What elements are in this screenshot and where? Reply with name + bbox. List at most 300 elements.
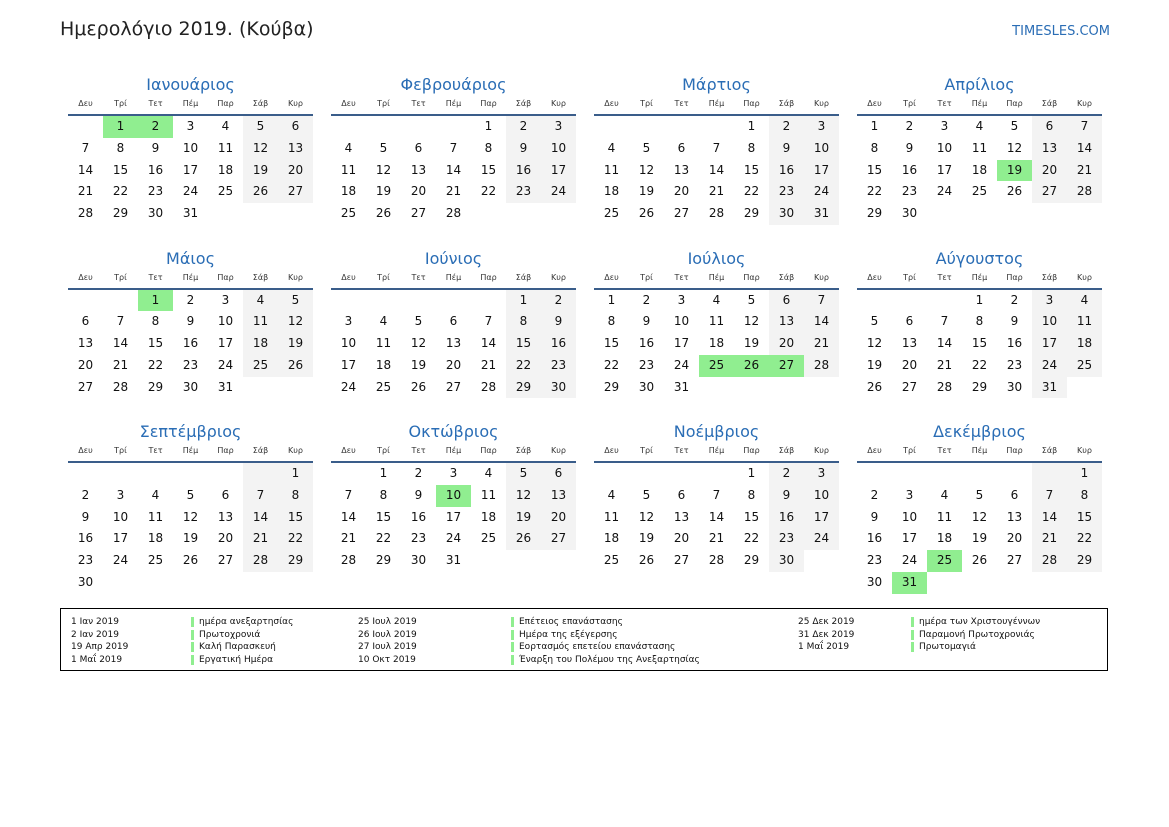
- empty-day-cell: [243, 463, 278, 485]
- day-cell: 8: [151, 314, 160, 329]
- day-cell: 10: [182, 140, 199, 155]
- legend-row: [511, 629, 700, 642]
- month-name: Οκτώβριος: [408, 422, 499, 441]
- day-cell: 31: [217, 379, 234, 394]
- day-cell: 17: [1032, 333, 1067, 355]
- day-cell: 10: [112, 509, 129, 524]
- day-cell: 6: [1032, 116, 1067, 138]
- day-cell: 30: [769, 203, 804, 225]
- legend-row: [911, 641, 1040, 654]
- day-cell: 2: [905, 119, 914, 133]
- day-cell: 25: [603, 553, 620, 568]
- day-cell: 29: [866, 206, 883, 221]
- weekday-label: Κυρ: [288, 272, 303, 282]
- day-cell: 17: [804, 507, 839, 529]
- weekday-header: [331, 97, 576, 116]
- legend-holiday-name: Έναρξη του Πολέμου της Ανεξαρτησίας: [511, 655, 700, 665]
- weekday-label: Πέμ: [445, 99, 462, 108]
- day-cell: 28: [243, 550, 278, 572]
- empty-day-cell: [278, 203, 313, 225]
- legend-date: 1 Ιαν 2019: [71, 617, 119, 627]
- day-cell: 30: [410, 553, 427, 568]
- empty-day-cell: [243, 377, 278, 399]
- day-cell: 4: [975, 119, 984, 133]
- day-cell: 11: [708, 314, 725, 329]
- day-cell: 17: [445, 509, 462, 524]
- day-cell: 27: [1032, 181, 1067, 203]
- day-cell: 13: [541, 485, 576, 507]
- day-cell: 28: [708, 206, 725, 221]
- day-cell: 24: [340, 379, 357, 394]
- day-cell: 18: [603, 184, 620, 199]
- day-cell: 13: [1006, 509, 1023, 524]
- day-cell: 20: [769, 333, 804, 355]
- day-cell: 11: [340, 162, 357, 177]
- day-cell: 24: [936, 184, 953, 199]
- holiday-legend: [60, 608, 1108, 671]
- empty-day-cell: [1032, 463, 1067, 485]
- day-cell: 28: [1067, 181, 1102, 203]
- empty-day-cell: [927, 203, 962, 225]
- empty-day-cell: [699, 377, 734, 399]
- legend-row: [511, 616, 700, 629]
- day-cell: 26: [866, 379, 883, 394]
- day-cell: 27: [410, 206, 427, 221]
- day-cell: 1: [1067, 463, 1102, 485]
- day-cell: 2: [769, 116, 804, 138]
- month-calendar: [594, 420, 839, 594]
- day-cell: 1: [747, 119, 756, 133]
- days-grid: [857, 463, 1102, 594]
- weekday-label: Τρί: [114, 272, 127, 282]
- weekday-label: Κυρ: [1077, 446, 1092, 455]
- weekday-label: Δευ: [341, 446, 356, 455]
- day-cell: 13: [410, 162, 427, 177]
- legend-holiday-name: Παραμονή Πρωτοχρονιάς: [911, 630, 1035, 640]
- day-cell: 12: [971, 509, 988, 524]
- day-cell: 21: [708, 184, 725, 199]
- empty-day-cell: [103, 290, 138, 312]
- day-cell: 24: [541, 181, 576, 203]
- day-cell: 29: [375, 553, 392, 568]
- day-cell: 28: [480, 379, 497, 394]
- day-cell: 4: [379, 314, 388, 329]
- legend-date: 19 Απρ 2019: [71, 642, 129, 653]
- month-name: Αύγουστος: [935, 248, 1024, 268]
- day-cell: 2: [870, 487, 879, 502]
- site-link[interactable]: TIMESLES.COM: [1012, 24, 1110, 39]
- weekday-label: Πέμ: [445, 272, 462, 282]
- day-cell: 7: [344, 487, 353, 502]
- day-cell: 27: [77, 379, 94, 394]
- weekday-label: Παρ: [217, 446, 234, 455]
- weekday-label: Παρ: [743, 446, 760, 455]
- weekday-label: Δευ: [867, 99, 882, 108]
- day-cell: 5: [243, 116, 278, 138]
- weekday-label: Σάβ: [252, 272, 269, 282]
- day-cell: 18: [340, 184, 357, 199]
- day-cell: 4: [940, 487, 949, 502]
- empty-day-cell: [243, 203, 278, 225]
- day-cell: 7: [804, 290, 839, 312]
- empty-day-cell: [629, 116, 664, 138]
- day-cell: 1: [379, 466, 388, 480]
- day-cell: 8: [484, 140, 493, 155]
- day-cell: 17: [182, 162, 199, 177]
- day-cell: 14: [708, 162, 725, 177]
- day-cell: 23: [506, 181, 541, 203]
- weekday-label: Τετ: [937, 446, 952, 455]
- day-cell: 3: [344, 314, 353, 329]
- legend-name-column: [511, 616, 700, 666]
- day-cell: 11: [147, 509, 164, 524]
- weekday-label: Παρ: [480, 99, 497, 108]
- day-cell: 12: [506, 485, 541, 507]
- empty-day-cell: [699, 116, 734, 138]
- day-cell: 10: [936, 140, 953, 155]
- days-grid: [331, 116, 576, 225]
- day-cell: 15: [971, 336, 988, 351]
- day-cell: 8: [506, 311, 541, 333]
- day-cell: 16: [1006, 336, 1023, 351]
- day-cell: 14: [708, 509, 725, 524]
- weekday-label: Κυρ: [551, 272, 566, 282]
- day-cell: 18: [375, 357, 392, 372]
- day-cell: 21: [1032, 528, 1067, 550]
- weekday-label: Παρ: [217, 272, 234, 282]
- day-cell: 7: [116, 314, 125, 329]
- day-cell: 30: [541, 377, 576, 399]
- weekday-label: Τετ: [148, 99, 163, 108]
- weekday-label: Κυρ: [814, 272, 829, 282]
- day-cell: 19: [743, 336, 760, 351]
- day-cell: 4: [607, 140, 616, 155]
- day-cell: 8: [379, 487, 388, 502]
- day-cell: 18: [243, 333, 278, 355]
- day-cell: 28: [112, 379, 129, 394]
- day-cell: 8: [116, 140, 125, 155]
- day-cell: 6: [221, 487, 230, 502]
- day-cell: 18: [971, 162, 988, 177]
- month-calendar: [594, 73, 839, 247]
- legend-date: 2 Ιαν 2019: [71, 629, 119, 640]
- day-cell: 20: [77, 357, 94, 372]
- day-cell: 8: [278, 485, 313, 507]
- day-cell: 21: [480, 357, 497, 372]
- day-cell: 3: [804, 463, 839, 485]
- day-cell: 23: [410, 531, 427, 546]
- weekday-label: Πέμ: [445, 446, 462, 455]
- page-title: Ημερολόγιο 2019. (Κούβα): [60, 18, 314, 40]
- weekday-label: Τετ: [148, 272, 163, 282]
- month-calendar: [331, 420, 576, 594]
- day-cell: 9: [414, 487, 423, 502]
- day-cell: 2: [642, 292, 651, 307]
- empty-day-cell: [138, 463, 173, 485]
- weekday-label: Σάβ: [778, 272, 795, 282]
- day-cell: 27: [769, 355, 804, 377]
- day-cell: 17: [217, 336, 234, 351]
- day-cell: 22: [743, 184, 760, 199]
- day-cell: 22: [278, 528, 313, 550]
- day-cell: 5: [1010, 119, 1019, 133]
- day-cell: 27: [445, 379, 462, 394]
- day-cell: 29: [506, 377, 541, 399]
- weekday-label: Τρί: [903, 99, 916, 108]
- day-cell: 27: [901, 379, 918, 394]
- day-cell: 9: [506, 138, 541, 160]
- legend-date: 26 Ιουλ 2019: [358, 629, 417, 640]
- day-cell: 25: [217, 184, 234, 199]
- day-cell: 6: [414, 140, 423, 155]
- day-cell: 25: [243, 355, 278, 377]
- day-cell: 10: [436, 485, 471, 507]
- day-cell: 6: [541, 463, 576, 485]
- empty-day-cell: [331, 463, 366, 485]
- legend-row: [191, 616, 293, 629]
- weekday-label: Τετ: [411, 272, 426, 282]
- day-cell: 19: [997, 160, 1032, 182]
- day-cell: 26: [182, 553, 199, 568]
- day-cell: 8: [747, 140, 756, 155]
- day-cell: 13: [673, 509, 690, 524]
- days-grid: [857, 116, 1102, 225]
- day-cell: 9: [541, 311, 576, 333]
- day-cell: 1: [484, 119, 493, 133]
- day-cell: 30: [769, 550, 804, 572]
- day-cell: 13: [77, 336, 94, 351]
- empty-day-cell: [804, 377, 839, 399]
- legend-holiday-name: Επέτειος επανάστασης: [511, 617, 623, 627]
- day-cell: 23: [1006, 357, 1023, 372]
- weekday-label: Παρ: [480, 446, 497, 455]
- month-name: Σεπτέμβριος: [139, 422, 242, 441]
- day-cell: 14: [112, 336, 129, 351]
- weekday-label: Πέμ: [971, 272, 988, 282]
- day-cell: 29: [278, 550, 313, 572]
- day-cell: 3: [116, 487, 125, 502]
- empty-day-cell: [962, 463, 997, 485]
- day-cell: 25: [480, 531, 497, 546]
- day-cell: 3: [940, 119, 949, 133]
- day-cell: 29: [147, 379, 164, 394]
- legend-holiday-name: Εργατική Ημέρα: [191, 655, 273, 665]
- empty-day-cell: [997, 463, 1032, 485]
- day-cell: 15: [866, 162, 883, 177]
- day-cell: 17: [901, 531, 918, 546]
- empty-day-cell: [278, 377, 313, 399]
- weekday-label: Τρί: [114, 446, 127, 455]
- day-cell: 28: [1032, 550, 1067, 572]
- day-cell: 10: [804, 485, 839, 507]
- day-cell: 22: [480, 184, 497, 199]
- day-cell: 19: [638, 531, 655, 546]
- day-cell: 19: [971, 531, 988, 546]
- day-cell: 29: [971, 379, 988, 394]
- day-cell: 29: [112, 206, 129, 221]
- day-cell: 13: [673, 162, 690, 177]
- empty-day-cell: [962, 203, 997, 225]
- day-cell: 11: [603, 162, 620, 177]
- empty-day-cell: [1067, 572, 1102, 594]
- weekday-label: Σάβ: [515, 446, 532, 455]
- weekday-label: Παρ: [1006, 272, 1023, 282]
- day-cell: 15: [278, 507, 313, 529]
- days-grid: [331, 290, 576, 399]
- empty-day-cell: [857, 463, 892, 485]
- day-cell: 24: [445, 531, 462, 546]
- day-cell: 12: [743, 314, 760, 329]
- weekday-label: Δευ: [867, 272, 882, 282]
- day-cell: 24: [901, 553, 918, 568]
- day-cell: 1: [103, 116, 138, 138]
- day-cell: 20: [673, 531, 690, 546]
- day-cell: 10: [541, 138, 576, 160]
- empty-day-cell: [68, 290, 103, 312]
- day-cell: 15: [112, 162, 129, 177]
- day-cell: 11: [971, 140, 988, 155]
- empty-day-cell: [401, 116, 436, 138]
- day-cell: 25: [147, 553, 164, 568]
- day-cell: 1: [975, 292, 984, 307]
- legend-date: 27 Ιουλ 2019: [358, 642, 417, 653]
- day-cell: 31: [1032, 377, 1067, 399]
- weekday-label: Σάβ: [515, 99, 532, 108]
- legend-holiday-name: Πρωτοχρονιά: [191, 630, 260, 640]
- month-name: Ιούνιος: [424, 248, 483, 268]
- day-cell: 25: [699, 355, 734, 377]
- day-cell: 17: [112, 531, 129, 546]
- weekday-label: Δευ: [867, 446, 882, 455]
- day-cell: 4: [484, 466, 493, 480]
- day-cell: 20: [445, 357, 462, 372]
- day-cell: 2: [1010, 292, 1019, 307]
- empty-day-cell: [208, 203, 243, 225]
- month-calendar: [68, 420, 313, 594]
- empty-day-cell: [173, 572, 208, 594]
- day-cell: 20: [1006, 531, 1023, 546]
- day-cell: 17: [541, 160, 576, 182]
- legend-name-column: [911, 616, 1040, 654]
- day-cell: 1: [870, 119, 879, 133]
- empty-day-cell: [243, 572, 278, 594]
- day-cell: 13: [1032, 138, 1067, 160]
- day-cell: 23: [541, 355, 576, 377]
- day-cell: 16: [769, 160, 804, 182]
- day-cell: 9: [905, 140, 914, 155]
- days-grid: [68, 463, 313, 594]
- day-cell: 21: [708, 531, 725, 546]
- empty-day-cell: [1067, 203, 1102, 225]
- day-cell: 10: [673, 314, 690, 329]
- day-cell: 28: [708, 553, 725, 568]
- empty-day-cell: [506, 203, 541, 225]
- day-cell: 10: [804, 138, 839, 160]
- legend-row: [191, 654, 293, 667]
- weekday-label: Τρί: [903, 446, 916, 455]
- month-name: Μάρτιος: [682, 75, 751, 94]
- day-cell: 11: [243, 311, 278, 333]
- day-cell: 5: [379, 140, 388, 155]
- day-cell: 2: [186, 292, 195, 307]
- weekday-header: [331, 444, 576, 463]
- empty-day-cell: [278, 572, 313, 594]
- weekday-label: Σάβ: [515, 272, 532, 282]
- month-calendar: [857, 420, 1102, 594]
- day-cell: 26: [734, 355, 769, 377]
- weekday-label: Δευ: [341, 272, 356, 282]
- day-cell: 20: [217, 531, 234, 546]
- day-cell: 30: [77, 574, 94, 589]
- day-cell: 1: [138, 290, 173, 312]
- weekday-label: Κυρ: [814, 446, 829, 455]
- day-cell: 12: [243, 138, 278, 160]
- day-cell: 28: [445, 206, 462, 221]
- day-cell: 5: [747, 292, 756, 307]
- day-cell: 7: [81, 140, 90, 155]
- month-calendar: [331, 73, 576, 247]
- weekday-label: Σάβ: [778, 99, 795, 108]
- empty-day-cell: [857, 290, 892, 312]
- day-cell: 4: [243, 290, 278, 312]
- day-cell: 22: [971, 357, 988, 372]
- day-cell: 22: [147, 357, 164, 372]
- day-cell: 18: [1067, 333, 1102, 355]
- days-grid: [594, 463, 839, 572]
- weekday-label: Σάβ: [252, 446, 269, 455]
- weekday-label: Τρί: [114, 99, 127, 108]
- day-cell: 26: [1006, 184, 1023, 199]
- day-cell: 16: [541, 333, 576, 355]
- day-cell: 27: [673, 553, 690, 568]
- weekday-header: [594, 97, 839, 116]
- day-cell: 27: [278, 181, 313, 203]
- day-cell: 22: [866, 184, 883, 199]
- empty-day-cell: [331, 116, 366, 138]
- weekday-header: [68, 97, 313, 116]
- day-cell: 2: [506, 116, 541, 138]
- day-cell: 6: [278, 116, 313, 138]
- day-cell: 3: [1032, 290, 1067, 312]
- day-cell: 24: [217, 357, 234, 372]
- day-cell: 8: [870, 140, 879, 155]
- weekday-label: Τετ: [937, 99, 952, 108]
- day-cell: 15: [743, 509, 760, 524]
- day-cell: 10: [901, 509, 918, 524]
- day-cell: 12: [638, 162, 655, 177]
- empty-day-cell: [664, 116, 699, 138]
- month-calendar: [857, 73, 1102, 247]
- day-cell: 5: [642, 487, 651, 502]
- empty-day-cell: [331, 290, 366, 312]
- day-cell: 30: [901, 206, 918, 221]
- day-cell: 24: [112, 553, 129, 568]
- day-cell: 18: [603, 531, 620, 546]
- legend-date: 1 Μαΐ 2019: [71, 654, 123, 665]
- day-cell: 31: [445, 553, 462, 568]
- empty-day-cell: [664, 463, 699, 485]
- day-cell: 29: [743, 553, 760, 568]
- month-name: Ιούλιος: [687, 248, 746, 268]
- day-cell: 12: [182, 509, 199, 524]
- weekday-label: Δευ: [78, 272, 93, 282]
- day-cell: 24: [673, 357, 690, 372]
- day-cell: 25: [971, 184, 988, 199]
- day-cell: 24: [182, 184, 199, 199]
- days-grid: [331, 463, 576, 572]
- day-cell: 3: [221, 292, 230, 307]
- day-cell: 17: [804, 160, 839, 182]
